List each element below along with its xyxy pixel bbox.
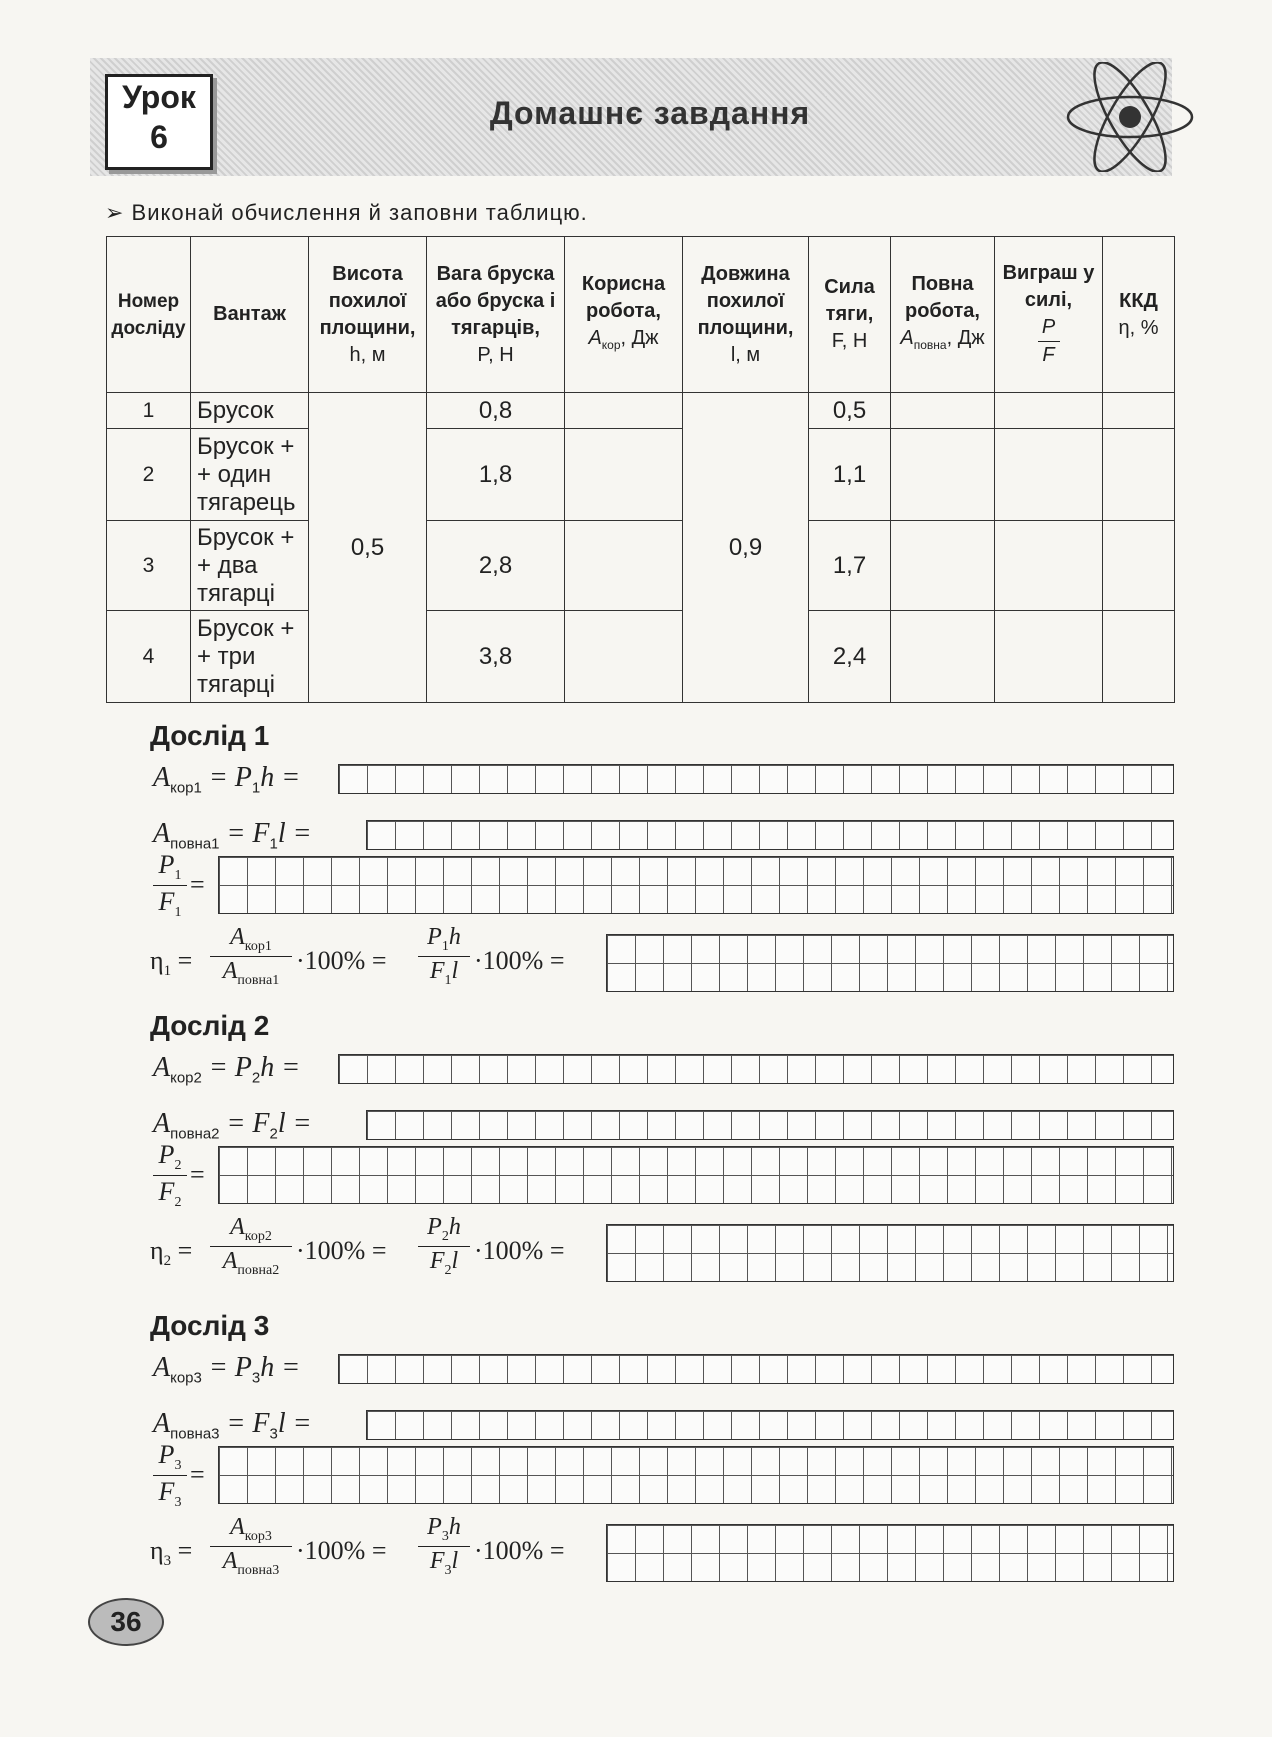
answer-grid-useful-work[interactable]	[338, 764, 1174, 794]
col-header-total-work: Повна робота, $A_{повна}$, Дж	[891, 237, 995, 393]
col-header-weight: Вага бруска або бруска і тягарців, P, Н	[427, 237, 565, 393]
times-100-text: ·100% =	[296, 1536, 387, 1565]
cell-useful-work[interactable]	[565, 611, 683, 703]
cell-force: 1,1	[809, 429, 891, 521]
lesson-badge	[105, 74, 213, 170]
answer-grid-efficiency[interactable]	[606, 934, 1174, 992]
arrow-icon: ➢	[105, 200, 132, 225]
times-100-text: ·100% =	[474, 946, 565, 975]
formula-total-work: $A_{повна3} = F_3l$ =	[153, 1408, 312, 1443]
formula-total-work: $A_{повна1} = F_1l$ =	[153, 818, 312, 853]
cell-load: Брусок	[191, 393, 309, 429]
fraction-ph-fl: $P_3h$ $F_3l$	[418, 1514, 470, 1579]
formula-efficiency: $\eta_1$ =	[150, 946, 193, 980]
formula-useful-work: $A_{кор3} = P_3h$ =	[153, 1352, 301, 1387]
answer-grid-useful-work[interactable]	[338, 1354, 1174, 1384]
formula-efficiency: $\eta_2$ =	[150, 1236, 193, 1270]
equals-sign: =	[190, 1160, 205, 1189]
cell-force: 0,5	[809, 393, 891, 429]
col-header-length: Довжина похилої площини, l, м	[683, 237, 809, 393]
cell-weight: 3,8	[427, 611, 565, 703]
col-header-force: Сила тяги, F, Н	[809, 237, 891, 393]
equals-sign: =	[190, 870, 205, 899]
table-row	[107, 521, 1175, 611]
experiment-title: Дослід 2	[150, 1010, 270, 1041]
answer-grid-total-work[interactable]	[366, 1410, 1174, 1440]
col-header-num: Номер досліду	[107, 237, 191, 393]
cell-useful-work[interactable]	[565, 429, 683, 521]
table-row	[107, 611, 1175, 703]
page-number: 36	[88, 1598, 164, 1646]
answer-grid-total-work[interactable]	[366, 1110, 1174, 1140]
cell-force: 2,4	[809, 611, 891, 703]
fraction-ph-fl: $P_1h$ $F_1l$	[418, 924, 470, 989]
formula-force-gain: $P_1$ $F_1$	[153, 850, 187, 921]
cell-useful-work[interactable]	[565, 393, 683, 429]
instruction	[105, 200, 588, 226]
cell-total-work[interactable]	[891, 393, 995, 429]
times-100-text: ·100% =	[296, 946, 387, 975]
cell-num: 4	[107, 611, 191, 703]
answer-grid-efficiency[interactable]	[606, 1224, 1174, 1282]
answer-grid-force-gain[interactable]	[218, 1146, 1174, 1204]
fraction-work: $A_{кор1}$ $A_{повна1}$	[210, 924, 292, 989]
cell-total-work[interactable]	[891, 611, 995, 703]
cell-num: 1	[107, 393, 191, 429]
experiment-title: Дослід 3	[150, 1310, 270, 1341]
cell-force-gain[interactable]	[995, 611, 1103, 703]
answer-grid-force-gain[interactable]	[218, 1446, 1174, 1504]
formula-useful-work: $A_{кор2} = P_2h$ =	[153, 1052, 301, 1087]
col-header-height: Висота похилої площини, h, м	[309, 237, 427, 393]
cell-num: 2	[107, 429, 191, 521]
cell-height: 0,5	[309, 393, 427, 703]
cell-load: Брусок + + один тягарець	[191, 429, 309, 521]
formula-useful-work: $A_{кор1} = P_1h$ =	[153, 762, 301, 797]
equals-sign: =	[190, 1460, 205, 1489]
cell-efficiency[interactable]	[1103, 393, 1175, 429]
cell-weight: 1,8	[427, 429, 565, 521]
cell-useful-work[interactable]	[565, 521, 683, 611]
cell-total-work[interactable]	[891, 521, 995, 611]
atom-icon	[1060, 62, 1200, 172]
col-header-force-gain: Виграш у силі, $\frac{P}{F}$	[995, 237, 1103, 393]
formula-total-work: $A_{повна2} = F_2l$ =	[153, 1108, 312, 1143]
lesson-label: Урок	[122, 79, 196, 115]
formula-efficiency: $\eta_3$ =	[150, 1536, 193, 1570]
instruction-text: Виконай обчислення й заповни таблицю.	[131, 200, 588, 225]
cell-num: 3	[107, 521, 191, 611]
formula-force-gain: $P_3$ $F_3$	[153, 1440, 187, 1511]
times-100-text: ·100% =	[474, 1236, 565, 1265]
col-header-useful-work: Корисна робота, $A_{кор}$, Дж	[565, 237, 683, 393]
table-row	[107, 429, 1175, 521]
fraction-ph-fl: $P_2h$ $F_2l$	[418, 1214, 470, 1279]
times-100-text: ·100% =	[296, 1236, 387, 1265]
page-title: Домашнє завдання	[489, 95, 811, 131]
answer-grid-force-gain[interactable]	[218, 856, 1174, 914]
answer-grid-useful-work[interactable]	[338, 1054, 1174, 1084]
results-table	[106, 236, 1175, 703]
fraction-work: $A_{кор2}$ $A_{повна2}$	[210, 1214, 292, 1279]
cell-weight: 2,8	[427, 521, 565, 611]
cell-total-work[interactable]	[891, 429, 995, 521]
times-100-text: ·100% =	[474, 1536, 565, 1565]
cell-force-gain[interactable]	[995, 521, 1103, 611]
cell-force: 1,7	[809, 521, 891, 611]
cell-force-gain[interactable]	[995, 393, 1103, 429]
cell-load: Брусок + + два тягарці	[191, 521, 309, 611]
cell-efficiency[interactable]	[1103, 521, 1175, 611]
cell-load: Брусок + + три тягарці	[191, 611, 309, 703]
formula-force-gain: $P_2$ $F_2$	[153, 1140, 187, 1211]
col-header-efficiency: ККД η, %	[1103, 237, 1175, 393]
col-header-load: Вантаж	[191, 237, 309, 393]
table-row	[107, 393, 1175, 429]
cell-efficiency[interactable]	[1103, 429, 1175, 521]
lesson-number: 6	[150, 119, 168, 155]
fraction-work: $A_{кор3}$ $A_{повна3}$	[210, 1514, 292, 1579]
cell-weight: 0,8	[427, 393, 565, 429]
cell-efficiency[interactable]	[1103, 611, 1175, 703]
answer-grid-efficiency[interactable]	[606, 1524, 1174, 1582]
table-header-row	[107, 237, 1175, 393]
answer-grid-total-work[interactable]	[366, 820, 1174, 850]
cell-force-gain[interactable]	[995, 429, 1103, 521]
experiment-title: Дослід 1	[150, 720, 270, 751]
cell-length: 0,9	[683, 393, 809, 703]
